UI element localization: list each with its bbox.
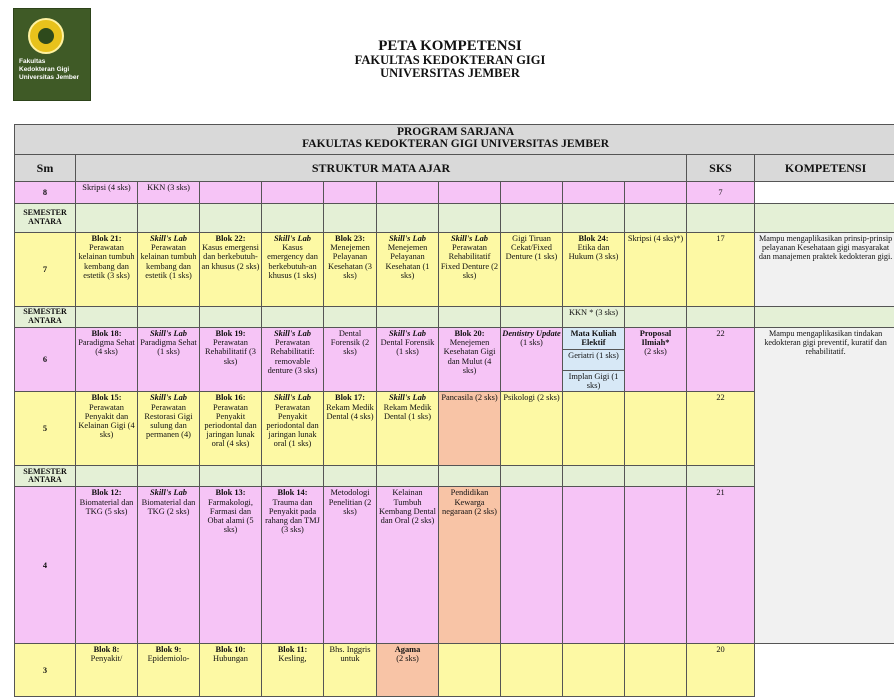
semester-5: 5 <box>15 392 76 466</box>
faculty-logo <box>13 8 91 101</box>
s7-skills-lab-1: Skill's Lab Perawatan kelainan tumbuh kembang dan estetik (1 sks) <box>138 233 200 307</box>
s4-blok-14: Blok 14: Trauma dan Penyakit pada rahang dan TMJ (3 sks) <box>262 487 324 644</box>
page-heading <box>250 38 650 80</box>
col-sks: SKS <box>687 155 755 182</box>
s7-skripsi: Skripsi (4 sks)*) <box>625 233 687 307</box>
s3-blok-8: Blok 8: Penyakit/ <box>76 644 138 697</box>
col-sm: Sm <box>15 155 76 182</box>
s6-skills-lab-1: Skill's Lab Paradigma Sehat (1 sks) <box>138 328 200 392</box>
col-struktur: STRUKTUR MATA AJAR <box>76 155 687 182</box>
s6-skills-lab-2: Skill's Lab Perawatan Rehabilitatif: removable denture (3 sks) <box>262 328 324 392</box>
s5-sks: 22 <box>687 392 755 466</box>
s7-sks: 17 <box>687 233 755 307</box>
page-title: PETA KOMPETENSI <box>250 38 650 54</box>
s7-kompetensi: Mampu mengaplikasikan prinsip-prinsip pelayanan Kesehataan gigi masyarakat dan manajemen praktek kedokteran gigi. <box>755 233 894 307</box>
s3-blok-11: Blok 11: Kesling, <box>262 644 324 697</box>
s6-sks: 22 <box>687 328 755 392</box>
s5-skills-lab-3: Skill's Lab Rekam Medik Dental (1 sks) <box>377 392 439 466</box>
s3-blok-9: Blok 9: Epidemiolo- <box>138 644 200 697</box>
s5-blok-16: Blok 16: Perawatan Penyakit periodontal dan jaringan lunak oral (4 sks) <box>200 392 262 466</box>
program-header <box>15 125 894 155</box>
s7-skills-lab-2: Skill's Lab Kasus emergency dan berkebutuh-an khusus (1 sks) <box>262 233 324 307</box>
s6-blok-19: Blok 19: Perawatan Rehabilitatif (3 sks) <box>200 328 262 392</box>
s7-skills-lab-3: Skill's Lab Menejemen Pelayanan Kesehatan (1 sks) <box>377 233 439 307</box>
s3-sks: 20 <box>687 644 755 697</box>
s4-blok-13: Blok 13: Farmakologi, Farmasi dan Obat alami (5 sks) <box>200 487 262 644</box>
s8-kkn: KKN (3 sks) <box>138 182 200 204</box>
s4-skills-lab-1: Skill's Lab Biomaterial dan TKG (2 sks) <box>138 487 200 644</box>
semester-4: 4 <box>15 487 76 644</box>
semester-6: 6 <box>15 328 76 392</box>
semester-antara-7: SEMESTER ANTARA <box>15 307 76 328</box>
s8-sks: 7 <box>687 182 755 204</box>
logo-text <box>19 58 79 82</box>
sa7-kkn: KKN * (3 sks) <box>563 307 625 328</box>
logo-line-1: Fakultas <box>19 58 45 65</box>
s3-blok-10: Blok 10: Hubungan <box>200 644 262 697</box>
s4-sks: 21 <box>687 487 755 644</box>
s7-blok-23: Blok 23: Menejemen Pelayanan Kesehatan (3 sks) <box>324 233 377 307</box>
s5-skills-lab-1: Skill's Lab Perawatan Restorasi Gigi sulung dan permanen (4) <box>138 392 200 466</box>
semester-antara-5: SEMESTER ANTARA <box>15 466 76 487</box>
s6-blok-18: Blok 18: Paradigma Sehat (4 sks) <box>76 328 138 392</box>
s5-pancasila: Pancasila (2 sks) <box>439 392 501 466</box>
s5-blok-17: Blok 17: Rekam Medik Dental (4 sks) <box>324 392 377 466</box>
s8-skripsi: Skripsi (4 sks) <box>76 182 138 204</box>
semester-7: 7 <box>15 233 76 307</box>
university-emblem-icon <box>28 18 64 54</box>
s4-kelainan-tumbuh: Kelainan Tumbuh Kembang Dental dan Oral (2 sks) <box>377 487 439 644</box>
s3-bhs-inggris: Bhs. Inggris untuk <box>324 644 377 697</box>
s6-elektif-title: Mata Kuliah Elektif <box>563 328 625 350</box>
s7-skills-lab-4: Skill's Lab Perawatan Rehabilitatif Fixed Denture (2 sks) <box>439 233 501 307</box>
s5-psikologi: Psikologi (2 sks) <box>501 392 563 466</box>
university-name: UNIVERSITAS JEMBER <box>250 67 650 80</box>
s4-pkn: Pendidikan Kewarga negaraan (2 sks) <box>439 487 501 644</box>
competency-map-table <box>14 124 894 697</box>
s4-blok-12: Blok 12: Biomaterial dan TKG (5 sks) <box>76 487 138 644</box>
program-faculty: FAKULTAS KEDOKTERAN GIGI UNIVERSITAS JEMBER <box>16 138 894 150</box>
s3-agama: Agama (2 sks) <box>377 644 439 697</box>
logo-line-2: Kedokteran Gigi <box>19 66 69 73</box>
col-kompetensi: KOMPETENSI <box>755 155 894 182</box>
logo-line-3: Universitas Jember <box>19 74 79 81</box>
s7-blok-22: Blok 22: Kasus emergensi dan berkebutuh-an khusus (2 sks) <box>200 233 262 307</box>
s6-proposal-ilmiah: Proposal Ilmiah* (2 sks) <box>625 328 687 392</box>
s5-skills-lab-2: Skill's Lab Perawatan Penyakit periodontal dan jaringan lunak oral (1 sks) <box>262 392 324 466</box>
semester-antara-8: SEMESTER ANTARA <box>15 204 76 233</box>
s7-gigi-tiruan: Gigi Tiruan Cekat/Fixed Denture (1 sks) <box>501 233 563 307</box>
program-title: PROGRAM SARJANA <box>16 126 894 138</box>
s6-dental-forensik: Dental Forensik (2 sks) <box>324 328 377 392</box>
s5-blok-15: Blok 15: Perawatan Penyakit dan Kelainan Gigi (4 sks) <box>76 392 138 466</box>
semester-8: 8 <box>15 182 76 204</box>
s6-implan-gigi: Implan Gigi (1 sks) <box>563 371 625 392</box>
s7-blok-21: Blok 21: Perawatan kelainan tumbuh kembang dan estetik (3 sks) <box>76 233 138 307</box>
s6-geriatri: Geriatri (1 sks) <box>563 350 625 371</box>
s6-blok-20: Blok 20: Menejemen Kesehatan Gigi dan Mulut (4 sks) <box>439 328 501 392</box>
faculty-name: FAKULTAS KEDOKTERAN GIGI <box>250 54 650 67</box>
s7-blok-24: Blok 24: Etika dan Hukum (3 sks) <box>563 233 625 307</box>
s6-kompetensi: Mampu mengaplikasikan tindakan kedokteran gigi preventif, kuratif dan rehabilitatif. <box>755 328 894 644</box>
semester-3: 3 <box>15 644 76 697</box>
s4-metodologi: Metodologi Penelitian (2 sks) <box>324 487 377 644</box>
s6-skills-lab-3: Skill's Lab Dental Forensik (1 sks) <box>377 328 439 392</box>
s6-dentistry-update: Dentistry Update (1 sks) <box>501 328 563 392</box>
